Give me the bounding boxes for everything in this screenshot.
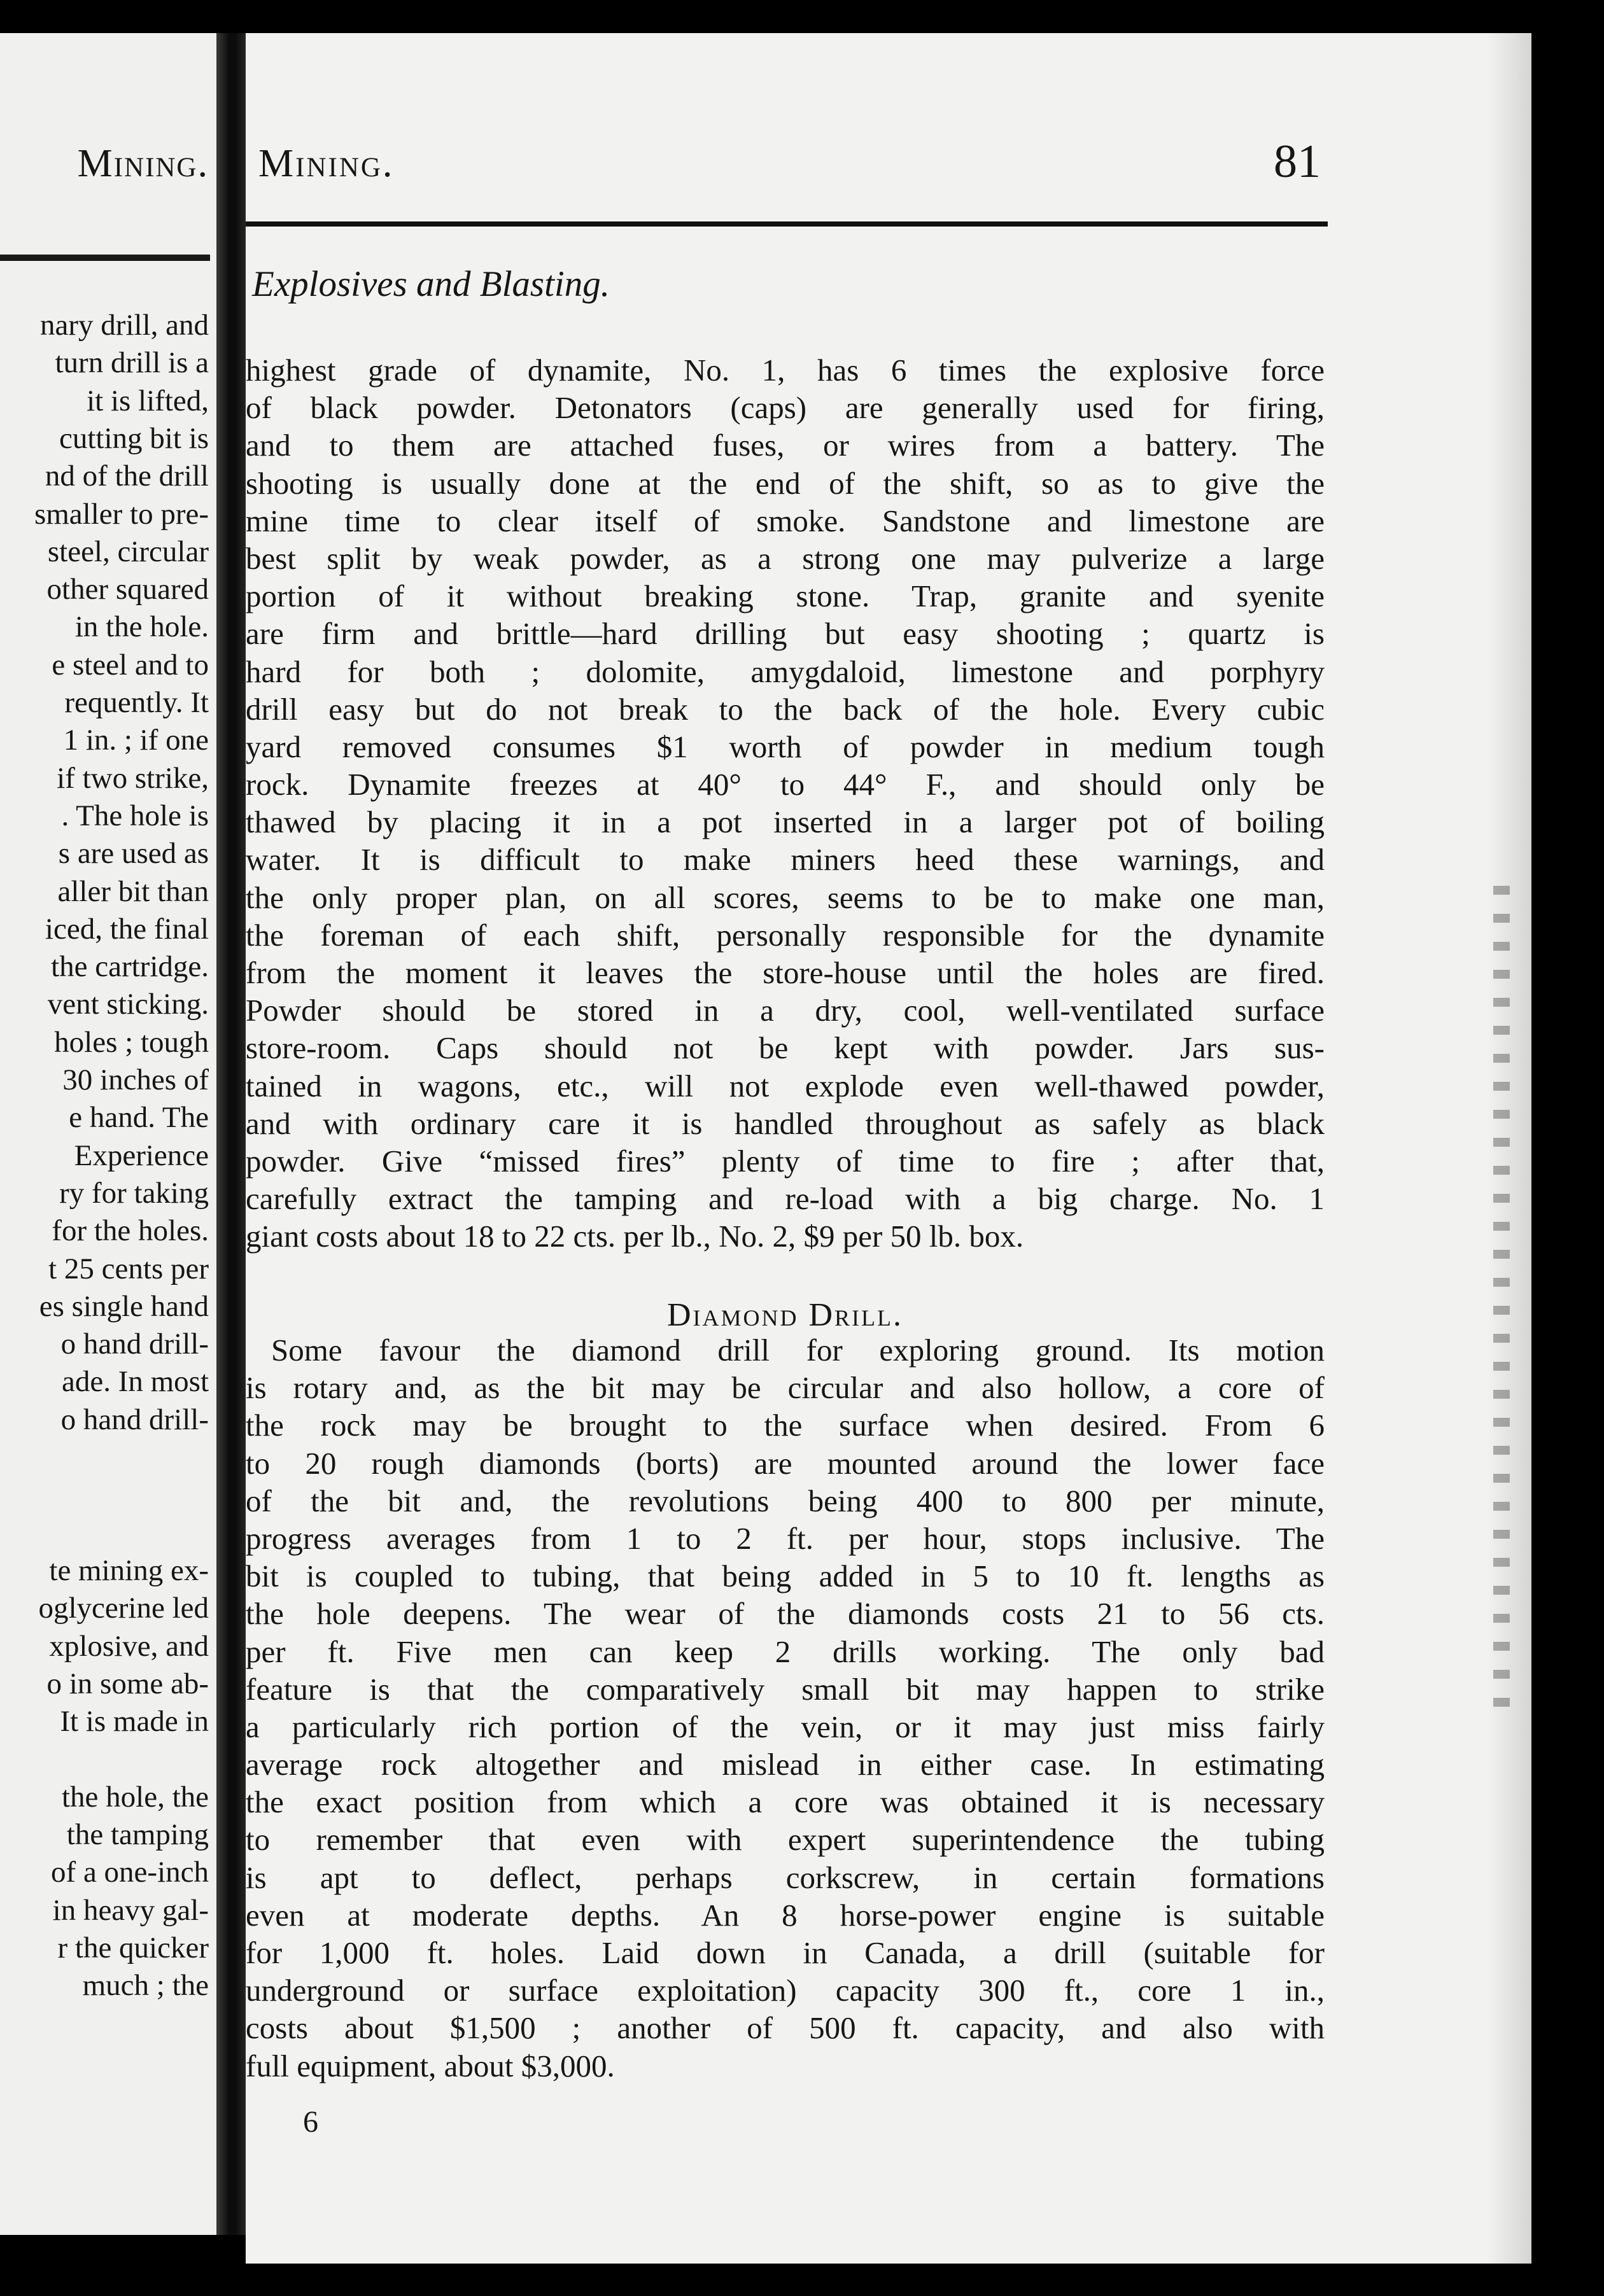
left-page	[0, 33, 216, 2235]
text-line: tained in wagons, etc., will not explode even well-thawed powder,	[246, 1068, 1325, 1103]
left-text-line: aller bit than	[57, 874, 209, 908]
left-text-line: t 25 cents per	[48, 1252, 209, 1285]
text-line: is rotary and, as the bit may be circular and also hollow, a core of	[246, 1370, 1325, 1406]
text-line: bit is coupled to tubing, that being added in 5 to 10 ft. lengths as	[246, 1558, 1325, 1594]
text-line: underground or surface exploitation) capacity 300 ft., core 1 in.,	[246, 1973, 1325, 2008]
left-text-line: iced, the final	[45, 912, 209, 946]
text-line: Some favour the diamond drill for exploring ground. Its motion	[271, 1333, 1325, 1368]
left-header-rule	[0, 255, 210, 261]
left-text-line: 30 inches of	[62, 1063, 209, 1096]
text-line: yard removed consumes $1 worth of powder in medium tough	[246, 729, 1325, 764]
left-text-line: for the holes.	[52, 1214, 209, 1248]
diamond-drill-heading: Diamond Drill.	[666, 1297, 904, 1333]
section-title: Explosives and Blasting.	[252, 264, 610, 304]
text-line: store-room. Caps should not be kept with powder. Jars sus-	[246, 1030, 1325, 1066]
text-line: best split by weak powder, as a strong one may pulverize a large	[246, 540, 1325, 576]
text-line: full equipment, about $3,000.	[246, 2048, 615, 2083]
text-line: hard for both ; dolomite, amygdaloid, limestone and porphyry	[246, 654, 1325, 689]
diamond-drill-paragraph	[246, 1331, 1325, 2085]
left-text-line: steel, circular	[47, 535, 209, 568]
left-text-line: 1 in. ; if one	[63, 724, 209, 757]
left-text-line: te mining ex-	[49, 1553, 209, 1587]
left-text-line: holes ; tough	[54, 1025, 209, 1059]
text-line: the only proper plan, on all scores, seems to be to make one man,	[246, 879, 1325, 915]
text-line: are firm and brittle—hard drilling but easy shooting ; quartz is	[246, 616, 1325, 652]
left-running-head: Mining.	[77, 142, 209, 185]
text-line: for 1,000 ft. holes. Laid down in Canada, a drill (suitable for	[246, 1935, 1325, 1970]
left-text-line: other squared	[46, 573, 209, 606]
text-line: powder. Give “missed fires” plenty of time to fire ; after that,	[246, 1143, 1325, 1179]
text-line: even at moderate depths. An 8 horse-power engine is suitable	[246, 1897, 1325, 1933]
text-line: a particularly rich portion of the vein, or it may just miss fairly	[246, 1709, 1325, 1744]
text-line: feature is that the comparatively small bit may happen to strike	[246, 1671, 1325, 1707]
text-line: highest grade of dynamite, No. 1, has 6 times the explosive force	[246, 353, 1325, 388]
left-text-line: ry for taking	[59, 1176, 209, 1210]
text-line: the rock may be brought to the surface when desired. From 6	[246, 1408, 1325, 1443]
running-head: Mining.	[258, 142, 395, 185]
text-line: is apt to deflect, perhaps corkscrew, in certain formations	[246, 1859, 1325, 1895]
text-line: to 20 rough diamonds (borts) are mounted around the lower face	[246, 1445, 1325, 1481]
text-line: portion of it without breaking stone. Trap, granite and syenite	[246, 578, 1325, 614]
left-text-line: much ; the	[82, 1969, 209, 2003]
text-line: average rock altogether and mislead in either case. In estimating	[246, 1747, 1325, 1782]
text-line: per ft. Five men can keep 2 drills working. The only bad	[246, 1634, 1325, 1669]
left-text-line: o in some ab-	[46, 1667, 209, 1700]
left-text-line: e hand. The	[69, 1101, 209, 1135]
text-line: water. It is difficult to make miners heed these warnings, and	[246, 842, 1325, 878]
text-line: giant costs about 18 to 22 cts. per lb., No. 2, $9 per 50 lb. box.	[246, 1219, 1024, 1254]
text-line: mine time to clear itself of smoke. Sandstone and limestone are	[246, 503, 1325, 538]
left-text-line: e steel and to	[52, 648, 209, 682]
text-line: thawed by placing it in a pot inserted in a larger pot of boiling	[246, 804, 1325, 840]
left-text-line: requently. It	[64, 686, 209, 719]
signature-mark: 6	[303, 2105, 318, 2139]
left-text-line: o hand drill-	[60, 1327, 209, 1361]
left-text-line: the hole, the	[61, 1780, 209, 1814]
book-gutter	[216, 33, 248, 2235]
explosives-paragraph	[246, 351, 1325, 1256]
text-line: the exact position from which a core was obtained it is necessary	[246, 1784, 1325, 1820]
left-text-line: . The hole is	[61, 799, 209, 832]
left-text-line: es single hand	[39, 1289, 209, 1323]
text-line: drill easy but do not break to the back of the hole. Every cubic	[246, 691, 1325, 727]
left-text-line: turn drill is a	[55, 346, 209, 380]
left-text-line: s are used as	[58, 837, 209, 871]
header-rule	[246, 221, 1328, 227]
left-text-line: of a one-inch	[51, 1856, 209, 1889]
page-shadow	[1487, 33, 1531, 2264]
text-line: of the bit and, the revolutions being 400 to 800 per minute,	[246, 1483, 1325, 1518]
left-text-line: smaller to pre-	[34, 497, 209, 531]
text-line: shooting is usually done at the end of the shift, so as to give the	[246, 465, 1325, 501]
left-text-line: ade. In most	[61, 1365, 209, 1399]
text-line: costs about $1,500 ; another of 500 ft. capacity, and also with	[246, 2010, 1325, 2046]
left-text-line: nd of the drill	[45, 459, 209, 493]
text-line: the foreman of each shift, personally responsible for the dynamite	[246, 917, 1325, 953]
text-line: of black powder. Detonators (caps) are generally used for firing,	[246, 390, 1325, 426]
text-line: the hole deepens. The wear of the diamonds costs 21 to 56 cts.	[246, 1596, 1325, 1632]
left-text-line: o hand drill-	[60, 1403, 209, 1436]
left-text-line: if two strike,	[57, 761, 209, 795]
left-text-line: cutting bit is	[59, 421, 209, 455]
left-text-line: Experience	[74, 1138, 209, 1172]
text-line: carefully extract the tamping and re-load with a big charge. No. 1	[246, 1181, 1325, 1217]
left-text-line: the tamping	[66, 1818, 209, 1851]
left-text-line: oglycerine led	[38, 1592, 209, 1625]
left-text-line: in the hole.	[74, 610, 209, 644]
text-line: to remember that even with expert superintendence the tubing	[246, 1822, 1325, 1858]
text-line: and with ordinary care it is handled throughout as safely as black	[246, 1105, 1325, 1141]
text-line: and to them are attached fuses, or wires from a battery. The	[246, 428, 1325, 463]
left-text-line: vent sticking.	[47, 988, 209, 1021]
text-line: progress averages from 1 to 2 ft. per hour, stops inclusive. The	[246, 1520, 1325, 1556]
left-text-line: r the quicker	[57, 1931, 209, 1964]
left-text-line: in heavy gal-	[52, 1893, 209, 1927]
left-text-line: xplosive, and	[49, 1629, 209, 1663]
text-line: from the moment it leaves the store-house until the holes are fired.	[246, 955, 1325, 990]
left-text-line: It is made in	[60, 1705, 209, 1739]
right-page	[246, 33, 1531, 2264]
left-text-line: nary drill, and	[40, 309, 209, 342]
text-line: rock. Dynamite freezes at 40° to 44° F., and should only be	[246, 767, 1325, 802]
text-line: Powder should be stored in a dry, cool, well-ventilated surface	[246, 993, 1325, 1028]
left-text-line: the cartridge.	[51, 950, 209, 984]
left-text-line: it is lifted,	[87, 384, 209, 417]
page-number: 81	[1274, 136, 1321, 188]
